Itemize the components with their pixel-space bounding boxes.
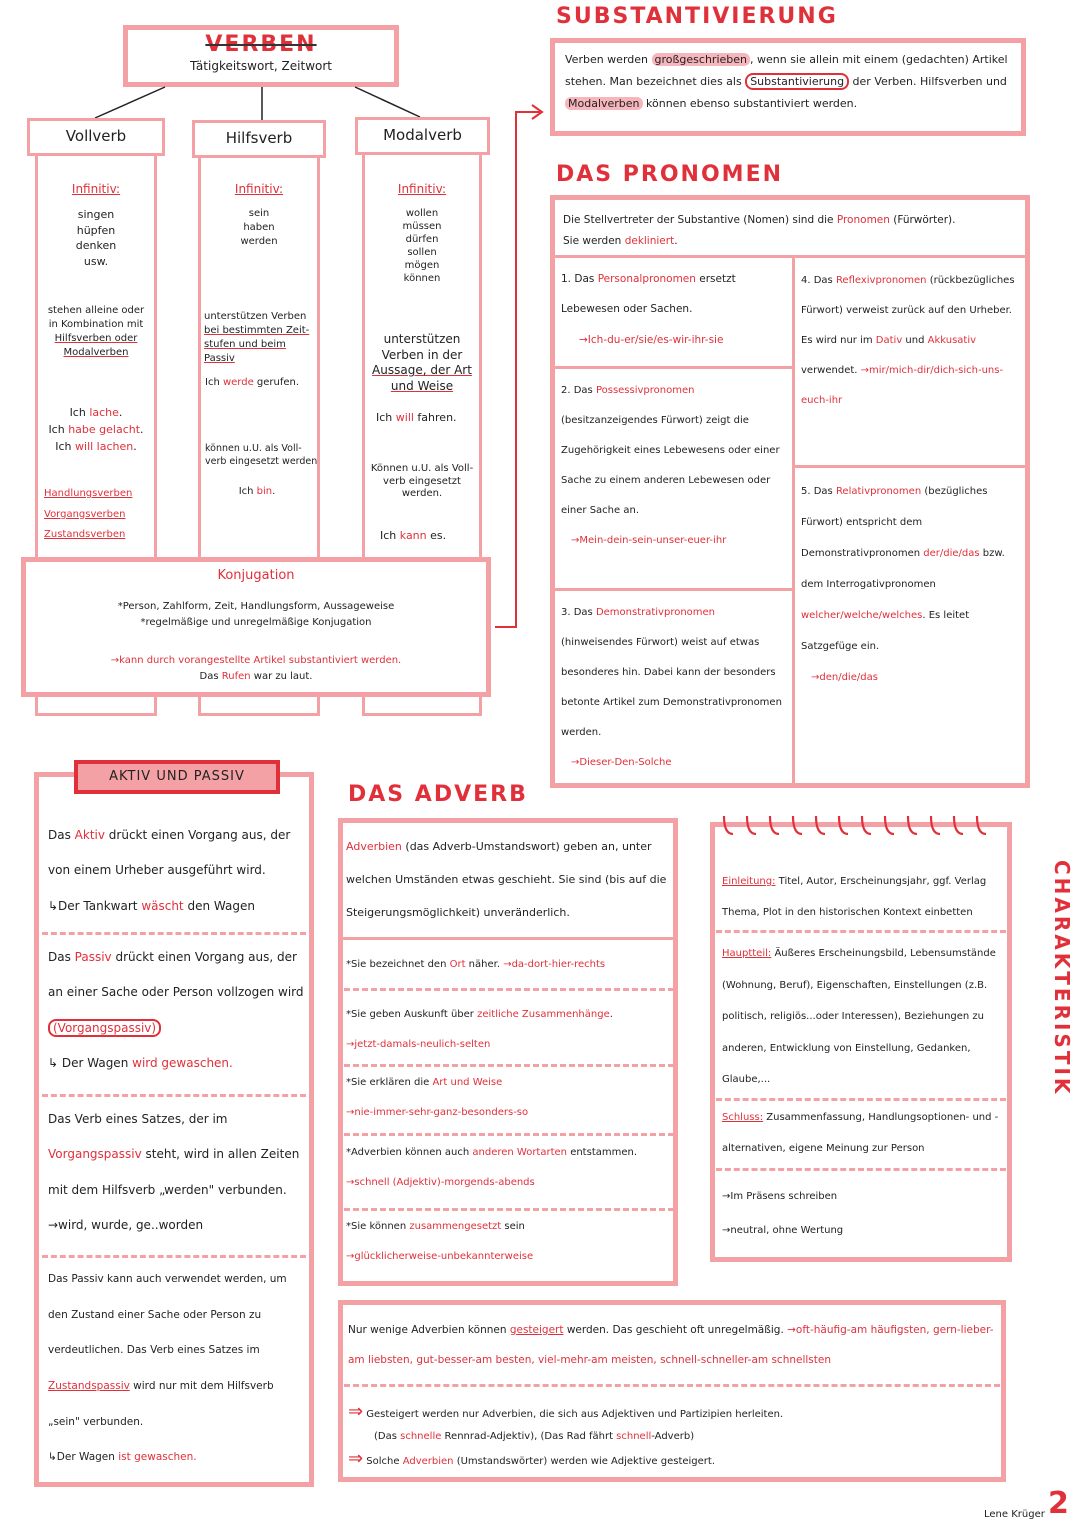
vollverb-heading: Vollverb xyxy=(27,118,165,156)
modalverb-description: unterstützen Verben in der Aussage, der Art und Weise xyxy=(372,332,472,393)
pronomen-item-1: 1. Das Personalpronomen ersetzt Lebewesen oder Sachen. →Ich-du-er/sie/es-wir-ihr-sie xyxy=(561,273,736,346)
vollverb-infinitiv: Infinitiv: singen hüpfen denken usw. xyxy=(71,182,121,269)
adverb-title: DAS ADVERB xyxy=(348,782,528,807)
modalverb-heading: Modalverb xyxy=(355,117,490,155)
substantivierung-text: Verben werden großgeschrieben , wenn sie allein mit einem (gedachten) Artikel stehen. Man bezeichnet dies als Substantivierung der Verben. Hilfsverben und Modalverben können ebenso substantiviert werden. xyxy=(565,53,1008,110)
adverb-point-3: *Sie erklären die Art und Weise →nie-immer-sehr-ganz-besonders-so xyxy=(346,1077,529,1118)
modalverb-example-2: Ich kann es. xyxy=(380,529,447,542)
vollverb-description: stehen alleine oder in Kombination mit Hilfsverben oder Modalverben xyxy=(47,305,145,358)
hilfsverb-example: Ich werde gerufen. xyxy=(205,377,300,388)
substantivierung-title: SUBSTANTIVIERUNG xyxy=(556,4,838,29)
konjugation-box xyxy=(21,557,491,697)
pronomen-item-5: 5. Das Relativpronomen (bezügliches Fürwort) entspricht dem Demonstrativpronomen der/die/das bzw. dem Interrogativpronomen welcher/welche/welches. Es leitet Satzgefüge ein. →den/die/das xyxy=(801,486,1005,683)
modalverb-example: Ich will fahren. xyxy=(376,411,457,424)
pronomen-item-3: 3. Das Demonstrativpronomen (hinweisendes Fürwort) weist auf etwas besonderes hin. Dabei kann der besonders betonte Artikel zum Demonstrativpronomen werden. →Dieser-Den-Solche xyxy=(561,607,782,768)
hilfsverb-example-2: Ich bin. xyxy=(238,486,276,497)
aktiv-passiv-title: AKTIV UND PASSIV xyxy=(109,769,245,784)
charakteristik-note-1: →Im Präsens schreiben xyxy=(722,1191,838,1202)
aktiv-passiv-title-box xyxy=(74,760,280,794)
verben-title: VERBEN xyxy=(205,32,317,57)
hilfsverb-heading: Hilfsverb xyxy=(192,120,326,158)
author: Lene Krüger xyxy=(984,1509,1045,1520)
arrow-to-substantivierung xyxy=(490,100,550,640)
verben-subtitle: Tätigkeitswort, Zeitwort xyxy=(190,59,332,73)
adverb-gradation-note-2: ⇒ Solche Adverbien (Umstandswörter) werden wie Adjektive gesteigert. xyxy=(348,1448,716,1469)
page-number: 2 xyxy=(1048,1486,1069,1521)
charakteristik-side-title: CHARAKTERISTIK xyxy=(1050,860,1074,1097)
konjugation-line1: *Person, Zahlform, Zeit, Handlungsform, Aussageweise xyxy=(117,601,395,612)
konjugation-title: Konjugation xyxy=(217,568,295,583)
vorgangspassiv-text: Das Verb eines Satzes, der im Vorgangspassiv steht, wird in allen Zeiten mit dem Hilfsverb „werden" verbunden. →wird, wurde, ge..worden xyxy=(48,1112,300,1233)
zustandspassiv-text: Das Passiv kann auch verwendet werden, um den Zustand einer Sache oder Person zu verdeutlichen. Das Verb eines Satzes im Zustandspassiv wird nur mit dem Hilfsverb „sein" verbunden. ↳Der Wagen ist gewaschen. xyxy=(48,1273,287,1464)
adverb-point-2: *Sie geben Auskunft über zeitliche Zusammenhänge. →jetzt-damals-neulich-selten xyxy=(346,1009,613,1050)
pronomen-intro: Die Stellvertreter der Substantive (Nomen) sind die Pronomen (Fürwörter). Sie werden dekliniert. xyxy=(563,214,956,247)
charakteristik-einleitung: Einleitung: Titel, Autor, Erscheinungsjahr, ggf. Verlag Thema, Plot in den historischen Kontext einbetten xyxy=(722,876,987,918)
konjugation-line4: Das Rufen war zu laut. xyxy=(199,671,313,682)
adverb-point-4: *Adverbien können auch anderen Wortarten entstammen. →schnell (Adjektiv)-morgends-abends xyxy=(346,1147,638,1188)
verben-tree-lines xyxy=(0,0,500,130)
substantivierung-box xyxy=(550,38,1026,136)
hilfsverb-note: können u.U. als Voll- verb eingesetzt werden xyxy=(205,443,318,468)
adverb-gradation-note-1: ⇒ Gesteigert werden nur Adverbien, die sich aus Adjektiven und Partizipien herleiten. (Das schnelle Rennrad-Adjektiv), (Das Rad fährt schnell-Adverb) xyxy=(348,1401,784,1442)
aktiv-passiv-content xyxy=(48,818,306,924)
charakteristik-note-2: →neutral, ohne Wertung xyxy=(722,1225,844,1236)
konjugation-line2: *regelmäßige und unregelmäßige Konjugation xyxy=(140,617,372,628)
adverb-point-5: *Sie können zusammengesetzt sein →glücklicherweise-unbekannterweise xyxy=(346,1221,534,1262)
aktiv-definition: Das Aktiv drückt einen Vorgang aus, der von einem Urheber ausgeführt wird. ↳Der Tankwart wäscht den Wagen xyxy=(48,828,291,913)
passiv-definition: Das Passiv drückt einen Vorgang aus, der an einer Sache oder Person vollzogen wird (Vorgangspassiv) ↳ Der Wagen wird gewaschen. xyxy=(48,950,304,1071)
adverb-gradation-text: Nur wenige Adverbien können gesteigert werden. Das geschieht oft unregelmäßig. →oft-häufig-am häufigsten, gern-lieber-am liebsten, gut-besser-am besten, viel-mehr-am meisten, schnell-schneller-am schnellsten xyxy=(348,1324,994,1366)
adverb-point-1: *Sie bezeichnet den Ort näher. →da-dort-hier-rechts xyxy=(346,959,606,970)
konjugation-line3: →kann durch vorangestellte Artikel substantiviert werden. xyxy=(110,655,402,666)
pronomen-box xyxy=(550,195,1030,788)
charakteristik-hauptteil: Hauptteil: Äußeres Erscheinungsbild, Lebensumstände (Wohnung, Beruf), Eigenschaften, Einstellungen (z.B. politisch, religiös...oder Interessen), Beziehungen zu anderen, Entwicklung von Einstellung, Gedanken, Glaube,... xyxy=(722,948,996,1085)
pronomen-item-2: 2. Das Possessivpronomen (besitzanzeigendes Fürwort) zeigt die Zugehörigkeit eines Lebewesens oder einer Sache zu einem anderen Lebewesen oder einer Sache an. →Mein-dein-sein-unser-euer-ihr xyxy=(561,385,780,546)
vollverb-examples: Ich lache. Ich habe gelacht. Ich will lachen. xyxy=(48,406,144,454)
pronomen-title: DAS PRONOMEN xyxy=(556,162,784,187)
hilfsverb-infinitiv: Infinitiv: sein haben werden xyxy=(234,182,284,247)
charakteristik-schluss: Schluss: Zusammenfassung, Handlungsoptionen- und -alternativen, eigene Meinung zur Person xyxy=(722,1112,999,1154)
vollverb-types: Handlungsverben Vorgangsverben Zustandsverben xyxy=(44,488,133,540)
modalverb-note: Können u.U. als Voll- verb eingesetzt werden. xyxy=(370,463,474,499)
adverb-intro: Adverbien (das Adverb-Umstandswort) geben an, unter welchen Umständen etwas geschieht. Sie sind (bis auf die Steigerungsmöglichkeit) unveränderlich. xyxy=(346,840,667,919)
modalverb-infinitiv: Infinitiv: wollen müssen dürfen sollen mögen können xyxy=(397,182,447,284)
pronomen-item-4: 4. Das Reflexivpronomen (rückbezügliches Fürwort) verweist zurück auf den Urheber. Es wird nur im Dativ und Akkusativ verwendet. →mir/mich-dir/dich-sich-uns-euch-ihr xyxy=(801,275,1015,406)
spiral-binding-icon xyxy=(712,806,1012,842)
hilfsverb-description: unterstützen Verben bei bestimmten Zeit- stufen und beim Passiv xyxy=(204,311,310,364)
